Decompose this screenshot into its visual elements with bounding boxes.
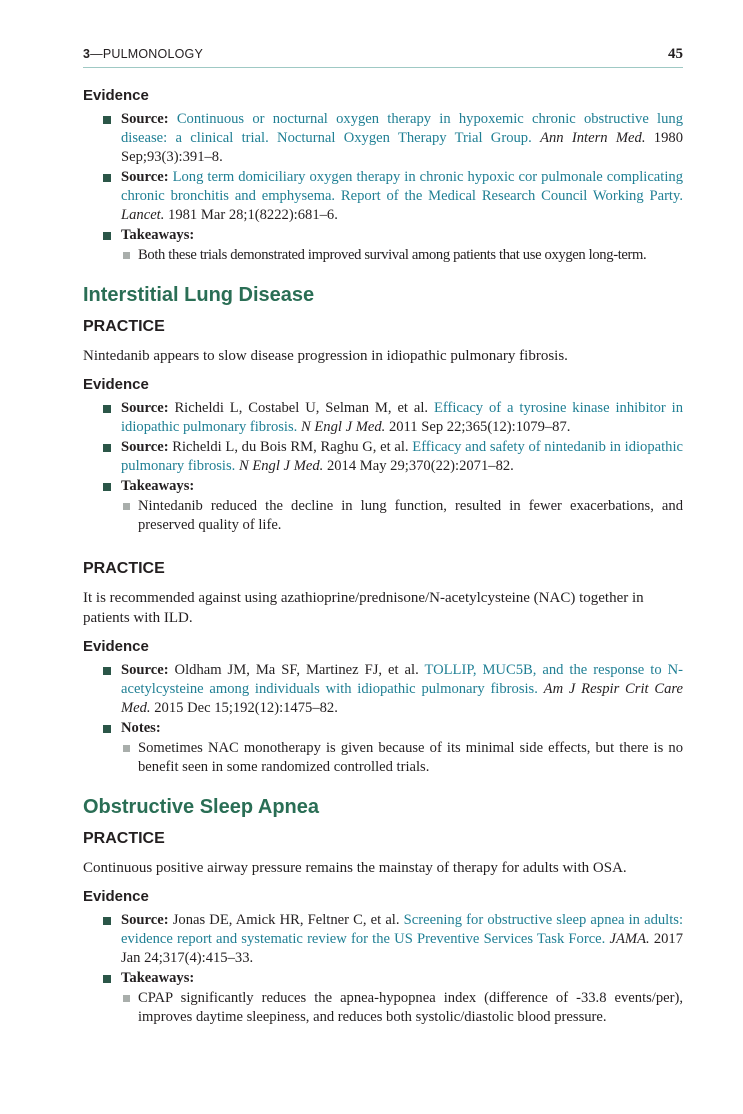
section-title-osa: Obstructive Sleep Apnea — [83, 796, 319, 818]
list-item — [83, 911, 683, 968]
source-label: Source: — [121, 169, 169, 185]
chapter-title: —PULMONOLOGY — [90, 47, 203, 61]
source-label: Source: — [121, 662, 169, 678]
practice-heading: PRACTICE — [83, 560, 165, 577]
section-title-ild: Interstitial Lung Disease — [83, 284, 315, 306]
journal-name: N Engl J Med. — [300, 419, 386, 435]
authors: Richeldi L, du Bois RM, Raghu G, et al. — [172, 439, 409, 455]
practice-heading: PRACTICE — [83, 318, 165, 335]
list-item — [83, 719, 683, 738]
journal-name: Ann Intern Med. — [540, 130, 646, 146]
takeaway-text: Both these trials demonstrated improved survival among patients that use oxygen long-term. — [138, 247, 647, 263]
takeaways-label: Takeaways: — [121, 478, 195, 494]
sub-list-item — [83, 739, 683, 777]
list-item — [83, 969, 683, 988]
list-item — [83, 110, 683, 167]
spacer — [83, 536, 683, 550]
sub-list-item — [83, 246, 683, 265]
evidence-heading: Evidence — [83, 638, 149, 655]
takeaway-text: CPAP significantly reduces the apnea-hypopnea index (difference of -33.8 events/per), improves daytime sleepiness, and reduces both systolic/diastolic blood pressure. — [138, 990, 683, 1025]
citation: 2015 Dec 15;192(12):1475–82. — [154, 700, 338, 716]
evidence-list — [83, 661, 683, 777]
journal-name: Lancet. — [121, 207, 165, 223]
journal-name: Am J Respir Crit Care Med. — [121, 681, 683, 716]
notes-label: Notes: — [121, 720, 161, 736]
article-link[interactable]: Continuous or nocturnal oxygen therapy in hypoxemic chronic obstructive lung disease: a clinical trial. Nocturnal Oxygen Therapy Trial Group. — [121, 111, 683, 146]
page-content — [83, 86, 683, 1028]
list-item — [83, 399, 683, 437]
article-link[interactable]: TOLLIP, MUC5B, and the response to N-acetylcysteine among individuals with idiopathic pulmonary fibrosis. — [121, 662, 683, 697]
citation: 2014 May 29;370(22):2071–82. — [326, 458, 514, 474]
article-link[interactable]: Long term domiciliary oxygen therapy in chronic hypoxic cor pulmonale complicating chronic bronchitis and emphysema. Report of the Medical Research Council Working Party. — [121, 169, 683, 204]
list-item — [83, 661, 683, 718]
list-item — [83, 438, 683, 476]
source-label: Source: — [121, 439, 169, 455]
article-link[interactable]: Screening for obstructive sleep apnea in adults: evidence report and systematic review for the US Preventive Services Task Force. — [121, 912, 684, 947]
article-link[interactable]: Efficacy and safety of nintedanib in idiopathic pulmonary fibrosis. — [121, 439, 684, 474]
citation: 1981 Mar 28;1(8222):681–6. — [168, 207, 338, 223]
evidence-list — [83, 110, 683, 265]
list-item — [83, 477, 683, 496]
page-number: 45 — [668, 46, 683, 62]
journal-name: N Engl J Med. — [238, 458, 324, 474]
practice-text: It is recommended against using azathioprine/prednisone/N-acetylcysteine (NAC) together in patients with ILD. — [83, 590, 644, 626]
source-label: Source: — [121, 912, 169, 928]
authors: Richeldi L, Costabel U, Selman M, et al. — [174, 400, 429, 416]
takeaways-label: Takeaways: — [121, 970, 195, 986]
practice-text: Nintedanib appears to slow disease progression in idiopathic pulmonary fibrosis. — [83, 348, 568, 364]
evidence-list — [83, 911, 683, 1027]
practice-text: Continuous positive airway pressure remains the mainstay of therapy for adults with OSA. — [83, 860, 627, 876]
takeaway-text: Nintedanib reduced the decline in lung function, resulted in fewer exacerbations, and preserved quality of life. — [138, 498, 683, 533]
evidence-heading: Evidence — [83, 87, 149, 104]
running-head — [83, 44, 683, 68]
authors: Jonas DE, Amick HR, Feltner C, et al. — [172, 912, 400, 928]
list-item — [83, 168, 683, 225]
evidence-heading: Evidence — [83, 888, 149, 905]
sub-list-item — [83, 497, 683, 535]
chapter-label — [83, 47, 203, 61]
citation: 2017 Jan 24;317(4):415–33. — [121, 931, 684, 966]
citation: 1980 Sep;93(3):391–8. — [121, 130, 683, 165]
practice-heading: PRACTICE — [83, 830, 165, 847]
note-text: Sometimes NAC monotherapy is given because of its minimal side effects, but there is no benefit seen in some randomized controlled trials. — [138, 740, 683, 775]
chapter-number: 3 — [83, 47, 91, 61]
list-item — [83, 226, 683, 245]
sub-list-item — [83, 989, 683, 1027]
journal-name: JAMA. — [609, 931, 650, 947]
article-link[interactable]: Efficacy of a tyrosine kinase inhibitor in idiopathic pulmonary fibrosis. — [121, 400, 683, 435]
citation: 2011 Sep 22;365(12):1079–87. — [388, 419, 571, 435]
source-label: Source: — [121, 111, 169, 127]
source-label: Source: — [121, 400, 169, 416]
evidence-list — [83, 399, 683, 535]
evidence-heading: Evidence — [83, 376, 149, 393]
authors: Oldham JM, Ma SF, Martinez FJ, et al. — [174, 662, 419, 678]
takeaways-label: Takeaways: — [121, 227, 195, 243]
